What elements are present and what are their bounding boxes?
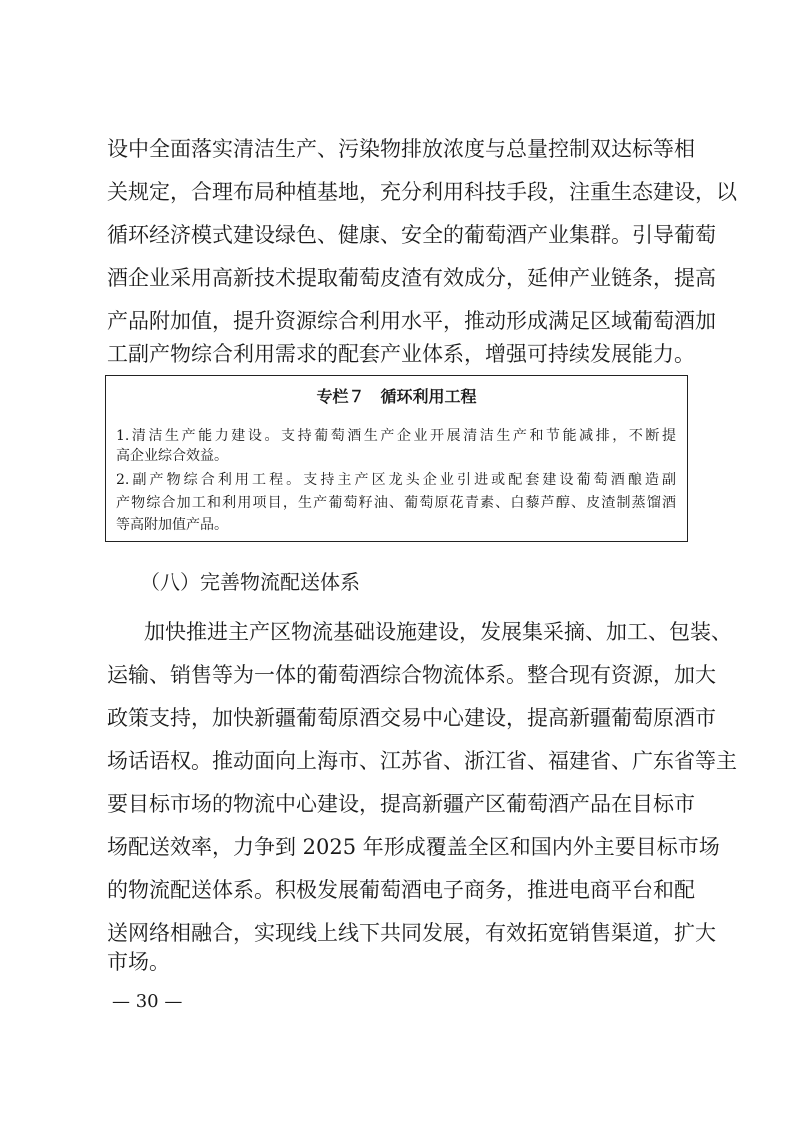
column-box [105,375,688,542]
paragraph-line: 酒企业采用高新技术提取葡萄皮渣有效成分，延伸产业链条，提高 [107,266,716,290]
paragraph-line: 产品附加值，提升资源综合利用水平，推动形成满足区域葡萄酒加 [107,309,716,333]
section-heading: （八）完善物流配送体系 [140,570,360,594]
column-box-line: 高企业综合效益。 [116,448,228,464]
paragraph-line: 场配送效率，力争到 2025 年形成覆盖全区和国内外主要目标市场 [107,835,720,859]
column-box-line: 产物综合加工和利用项目，生产葡萄籽油、葡萄原花青素、白藜芦醇、皮渣制蒸馏酒 [116,495,676,511]
page-number: — 30 — [112,991,183,1012]
paragraph-line: 加快推进主产区物流基础设施建设，发展集采摘、加工、包装、 [144,620,732,644]
paragraph-line: 市场。 [107,950,170,974]
column-box-title: 专栏７ 循环利用工程 [316,387,477,406]
column-box-line: 2.副产物综合利用工程。支持主产区龙头企业引进或配套建设葡萄酒酿造副 [116,472,676,488]
column-box-line: 1.清洁生产能力建设。支持葡萄酒生产企业开展清洁生产和节能减排，不断提 [116,428,676,444]
column-box-line: 等高附加值产品。 [116,517,228,533]
paragraph-line: 循环经济模式建设绿色、健康、安全的葡萄酒产业集群。引导葡萄 [107,223,716,247]
paragraph-line: 要目标市场的物流中心建设，提高新疆产区葡萄酒产品在目标市 [107,792,695,816]
paragraph-line: 送网络相融合，实现线上线下共同发展，有效拓宽销售渠道，扩大 [107,921,716,945]
paragraph-line: 工副产物综合利用需求的配套产业体系，增强可持续发展能力。 [107,342,695,366]
paragraph-line: 设中全面落实清洁生产、污染物排放浓度与总量控制双达标等相 [107,137,695,161]
paragraph-line: 关规定，合理布局种植基地，充分利用科技手段，注重生态建设，以 [107,180,737,204]
paragraph-line: 运输、销售等为一体的葡萄酒综合物流体系。整合现有资源，加大 [107,663,716,687]
paragraph-line: 政策支持，加快新疆葡萄原酒交易中心建设，提高新疆葡萄原酒市 [107,706,716,730]
paragraph-line: 场话语权。推动面向上海市、江苏省、浙江省、福建省、广东省等主 [107,749,737,773]
paragraph-line: 的物流配送体系。积极发展葡萄酒电子商务，推进电商平台和配 [107,878,695,902]
